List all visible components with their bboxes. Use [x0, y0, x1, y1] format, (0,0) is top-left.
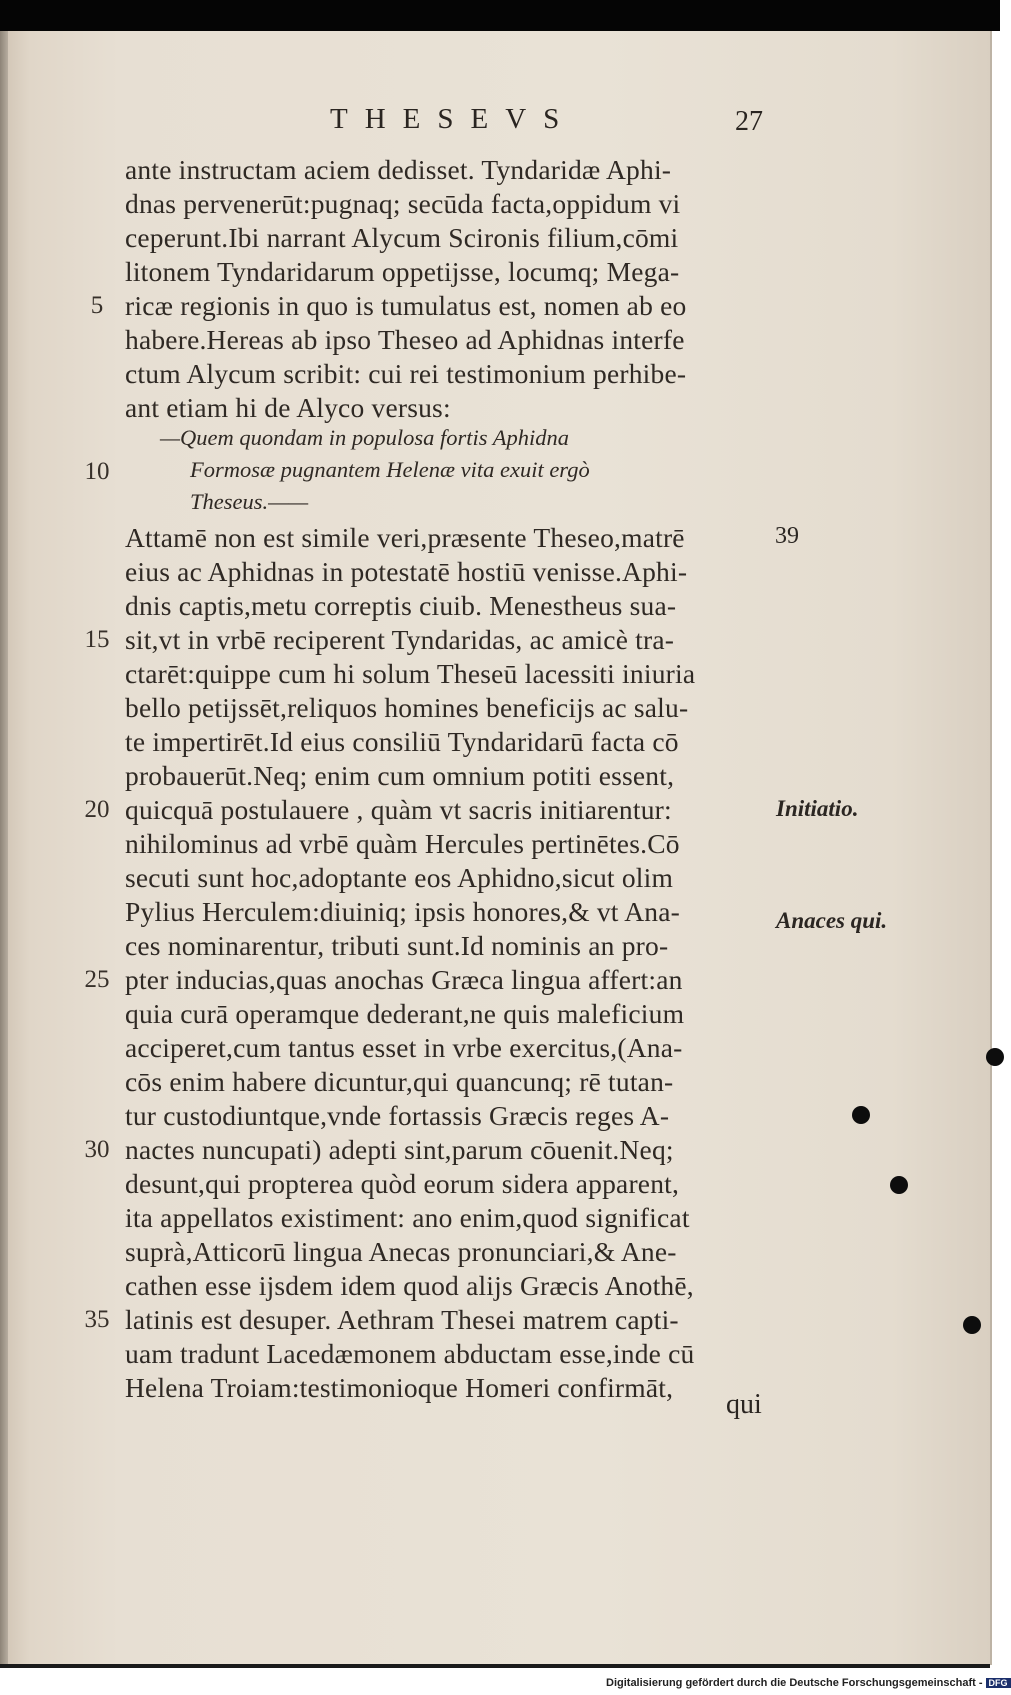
text-line: litonem Tyndaridarum oppetijsse, locumq; Mega-	[125, 256, 680, 287]
text-line: dnas pervenerūt:pugnaq; secūda facta,oppidum vi	[125, 188, 681, 219]
text-line: Pylius Herculem:diuiniq; ipsis honores,& vt Ana-	[125, 896, 680, 927]
line-number: 30	[84, 1136, 110, 1163]
page-bottom-edge	[0, 1664, 990, 1668]
credit-text: Digitalisierung gefördert durch die Deutsche Forschungsgemeinschaft -	[606, 1677, 983, 1689]
text-line: secuti sunt hoc,adoptante eos Aphidno,sicut olim	[125, 862, 674, 893]
text-line: habere.Hereas ab ipso Theseo ad Aphidnas interfe	[125, 324, 685, 355]
verse-line: —Quem quondam in populosa fortis Aphidna	[160, 425, 569, 450]
text-line: Attamē non est simile veri,præsente Theseo,matrē	[125, 522, 685, 553]
text-line: bello petijssēt,reliquos homines beneficijs ac salu-	[125, 692, 689, 723]
verse-line: Theseus.——	[190, 489, 309, 514]
line-number: 15	[84, 626, 110, 653]
digitization-credit	[606, 1677, 1008, 1693]
ink-spot	[963, 1316, 981, 1334]
text-line: ita appellatos existiment: ano enim,quod significat	[125, 1202, 690, 1233]
text-line: cathen esse ijsdem idem quod alijs Græcis Anothē,	[125, 1270, 694, 1301]
line-number: 35	[84, 1306, 110, 1333]
verse-line: Formosæ pugnantem Helenæ vita exuit ergò	[190, 457, 590, 482]
text-line: ctum Alycum scribit: cui rei testimonium perhibe-	[125, 358, 687, 389]
text-line: sit,vt in vrbē reciperent Tyndaridas, ac amicè tra-	[125, 624, 675, 655]
text-line: quicquā postulauere , quàm vt sacris initiarentur:	[125, 794, 672, 825]
running-title: THESEVS	[330, 103, 577, 135]
text-line: acciperet,cum tantus esset in vrbe exercitus,(Ana-	[125, 1032, 683, 1063]
text-line: ricæ regionis in quo is tumulatus est, nomen ab eo	[125, 290, 687, 321]
ink-spot	[852, 1106, 870, 1124]
text-line: ces nominarentur, tributi sunt.Id nominis an pro-	[125, 930, 669, 961]
text-line: nactes nuncupati) adepti sint,parum cōuenit.Neq;	[125, 1134, 674, 1165]
dfg-logo: DFG	[986, 1678, 1011, 1688]
text-line: ante instructam aciem dedisset. Tyndaridæ Aphi-	[125, 154, 672, 185]
text-line: ctarēt:quippe cum hi solum Theseū lacessiti iniuria	[125, 658, 696, 689]
page-gutter-edge	[0, 31, 8, 1665]
text-line: nihilominus ad vrbē quàm Hercules pertinētes.Cō	[125, 828, 680, 859]
text-line: dnis captis,metu correptis ciuib. Menestheus sua-	[125, 590, 677, 621]
text-line: quia curā operamque dederant,ne quis maleficium	[125, 998, 685, 1029]
line-number: 25	[84, 966, 110, 993]
page-number: 27	[735, 106, 763, 137]
text-line: uam tradunt Lacedæmonem abductam esse,inde cū	[125, 1338, 695, 1369]
ink-spot	[890, 1176, 908, 1194]
catchword: qui	[726, 1389, 762, 1420]
text-line: desunt,qui propterea quòd eorum sidera apparent,	[125, 1168, 680, 1199]
text-line: cōs enim habere dicuntur,qui quancunq; rē tutan-	[125, 1066, 674, 1097]
line-number: 20	[84, 796, 110, 823]
text-line: Helena Troiam:testimonioque Homeri confirmāt,	[125, 1372, 674, 1403]
text-line: eius ac Aphidnas in potestatē hostiū venisse.Aphi-	[125, 556, 688, 587]
text-line: tur custodiuntque,vnde fortassis Græcis reges A-	[125, 1100, 670, 1131]
text-line: probauerūt.Neq; enim cum omnium potiti essent,	[125, 760, 675, 791]
text-line: te impertirēt.Id eius consiliū Tyndaridarū facta cō	[125, 726, 679, 757]
line-number: 10	[84, 458, 110, 485]
ink-spot	[986, 1048, 1004, 1066]
text-line: ant etiam hi de Alyco versus:	[125, 392, 451, 423]
margin-note-anaces: Anaces qui.	[776, 908, 888, 933]
text-line: pter inducias,quas anochas Græca lingua affert:an	[125, 964, 683, 995]
scan-top-band	[0, 0, 1000, 31]
text-line: suprà,Atticorū lingua Anecas pronunciari,& Ane-	[125, 1236, 677, 1267]
margin-reference: 39	[775, 523, 799, 549]
margin-note-initiatio: Initiatio.	[776, 796, 859, 821]
text-line: latinis est desuper. Aethram Thesei matrem capti-	[125, 1304, 679, 1335]
text-line: ceperunt.Ibi narrant Alycum Scironis filium,cōmi	[125, 222, 679, 253]
line-number: 5	[90, 292, 104, 319]
